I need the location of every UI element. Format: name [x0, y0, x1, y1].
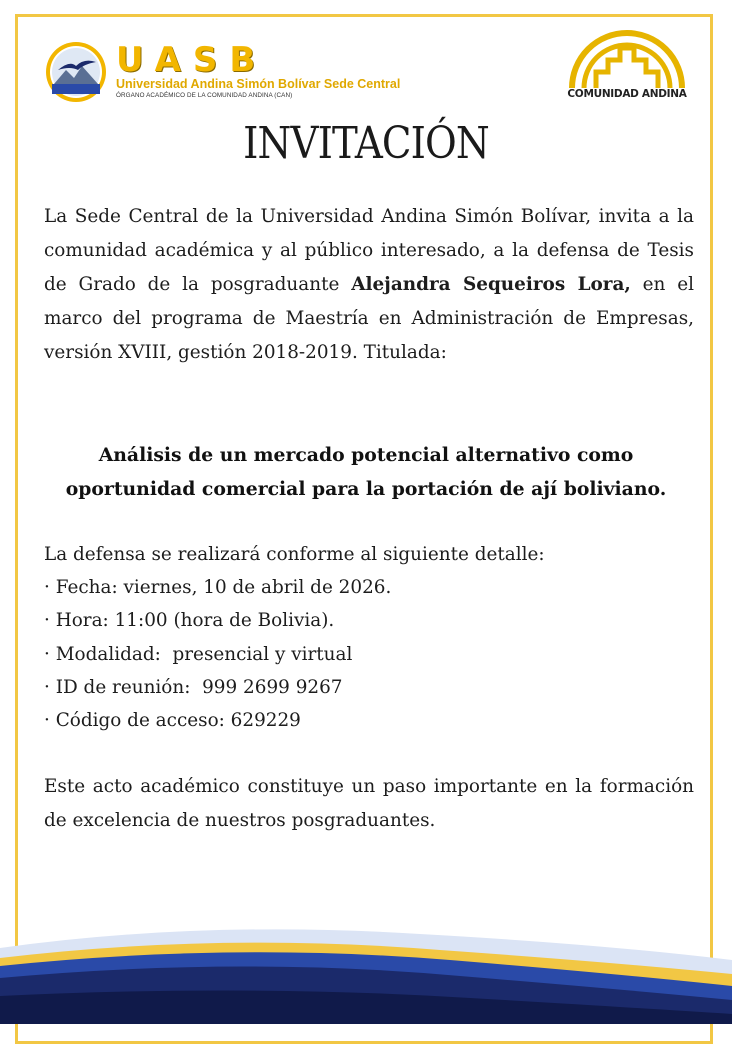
- comunidad-andina-label: COMUNIDAD ANDINA: [567, 88, 687, 100]
- intro-paragraph: [44, 200, 694, 370]
- details-lead: La defensa se realizará conforme al siguiente detalle:: [44, 544, 545, 565]
- uasb-acronym: UASB: [116, 40, 268, 80]
- detail-modality: · Modalidad: presencial y virtual: [44, 643, 353, 665]
- header: [0, 0, 732, 120]
- details-section: [44, 538, 694, 737]
- detail-time: · Hora: 11:00 (hora de Bolivia).: [44, 610, 335, 632]
- uasb-subtitle: ÓRGANO ACADÉMICO DE LA COMUNIDAD ANDINA (CAN): [116, 92, 293, 99]
- page-title: INVITACIÓN: [243, 118, 489, 169]
- intro-before: La Sede Central de la Universidad Andina Simón Bolívar, invita a la comunidad académica y al público interesado, a la defensa de Tesis de Grado de la posgraduante: [44, 206, 694, 295]
- detail-date: · Fecha: viernes, 10 de abril de 2026.: [44, 577, 392, 599]
- uasb-wordmark: [116, 42, 400, 100]
- uasb-logo-icon: [44, 40, 108, 104]
- detail-meeting-id: · ID de reunión: 999 2699 9267: [44, 676, 343, 698]
- uasb-name: Universidad Andina Simón Bolívar Sede Central: [116, 77, 401, 91]
- footer-waves: [0, 900, 732, 1024]
- intro-after: en el marco del programa de Maestría en Administración de Empresas, versión XVIII, gestión 2018-2019. Titulada:: [44, 274, 694, 363]
- thesis-title: Análisis de un mercado potencial alternativo como oportunidad comercial para la portación de ají boliviano.: [65, 444, 667, 500]
- intro-section: [44, 200, 694, 370]
- detail-access-code: · Código de acceso: 629229: [44, 710, 301, 732]
- closing-paragraph: Este acto académico constituye un paso importante en la formación de excelencia de nuestros posgraduantes.: [44, 776, 694, 831]
- graduate-name: Alejandra Sequeiros Lora,: [351, 274, 631, 295]
